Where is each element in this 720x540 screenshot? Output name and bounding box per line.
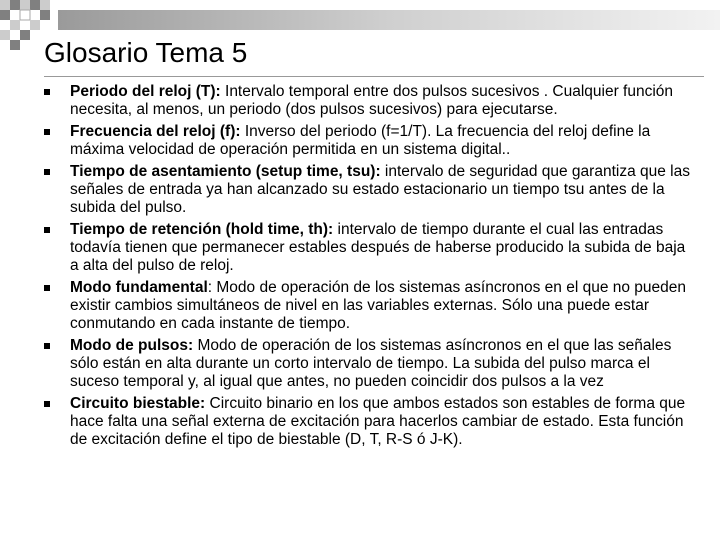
glossary-item: [0, 163, 720, 217]
glossary-term: Circuito biestable:: [70, 395, 206, 412]
square-bullet-icon: [44, 401, 50, 407]
glossary-definition: intervalo de seguridad que garantiza que las señales de entrada ya han alcanzado su estado estacionario un tiempo tsu antes de la subida del pulso.: [70, 163, 690, 216]
glossary-definition: Circuito binario en los que ambos estados son estables de forma que hace falta una señal externa de excitación para hacerlos cambiar de estado. Esta función de excitación define el tipo de biestable (D, T, R-S ó J-K).: [70, 395, 686, 448]
header-bar: [58, 10, 720, 30]
square-bullet-icon: [44, 227, 50, 233]
glossary-definition: Modo de operación de los sistemas asíncronos en el que las señales sólo están en alta durante un corto intervalo de tiempo. La subida del pulso marca el suceso temporal y, al igual que antes, no pueden coincidir dos pulsos a la vez: [70, 337, 672, 390]
glossary-definition: intervalo de tiempo durante el cual las entradas todavía tienen que permanecer estables después de haberse producido la subida de baja a alta del pulso de reloj.: [70, 221, 686, 274]
glossary-term: Modo fundamental: [70, 279, 208, 296]
glossary-term: Periodo del reloj (T):: [70, 83, 221, 100]
glossary-item: [0, 83, 720, 119]
title-underline: [44, 76, 704, 77]
glossary-item: [0, 395, 720, 449]
glossary-term: Frecuencia del reloj (f):: [70, 123, 241, 140]
slide-title: Glosario Tema 5: [44, 37, 248, 68]
square-bullet-icon: [44, 285, 50, 291]
square-bullet-icon: [44, 129, 50, 135]
glossary-list: [0, 83, 720, 453]
glossary-item: [0, 337, 720, 391]
glossary-term: Tiempo de retención (hold time, th):: [70, 221, 334, 238]
glossary-item: [0, 221, 720, 275]
glossary-term: Tiempo de asentamiento (setup time, tsu):: [70, 163, 381, 180]
glossary-definition: : Modo de operación de los sistemas asíncronos en el que no pueden existir cambios simultáneos de nivel en las variables externas. Sólo una puede estar conmutando en cada instante de tiempo.: [70, 279, 687, 332]
square-bullet-icon: [44, 89, 50, 95]
square-bullet-icon: [44, 343, 50, 349]
square-bullet-icon: [44, 169, 50, 175]
glossary-term: Modo de pulsos:: [70, 337, 194, 354]
checker-pattern: [0, 0, 50, 50]
glossary-item: [0, 279, 720, 333]
glossary-item: [0, 123, 720, 159]
glossary-definition: Intervalo temporal entre dos pulsos sucesivos . Cualquier función necesita, al menos, un periodo (dos pulsos sucesivos) para ejecutarse.: [70, 83, 674, 118]
glossary-definition: Inverso del periodo (f=1/T). La frecuencia del reloj define la máxima velocidad de operación permitida en un sistema digital..: [70, 123, 651, 158]
